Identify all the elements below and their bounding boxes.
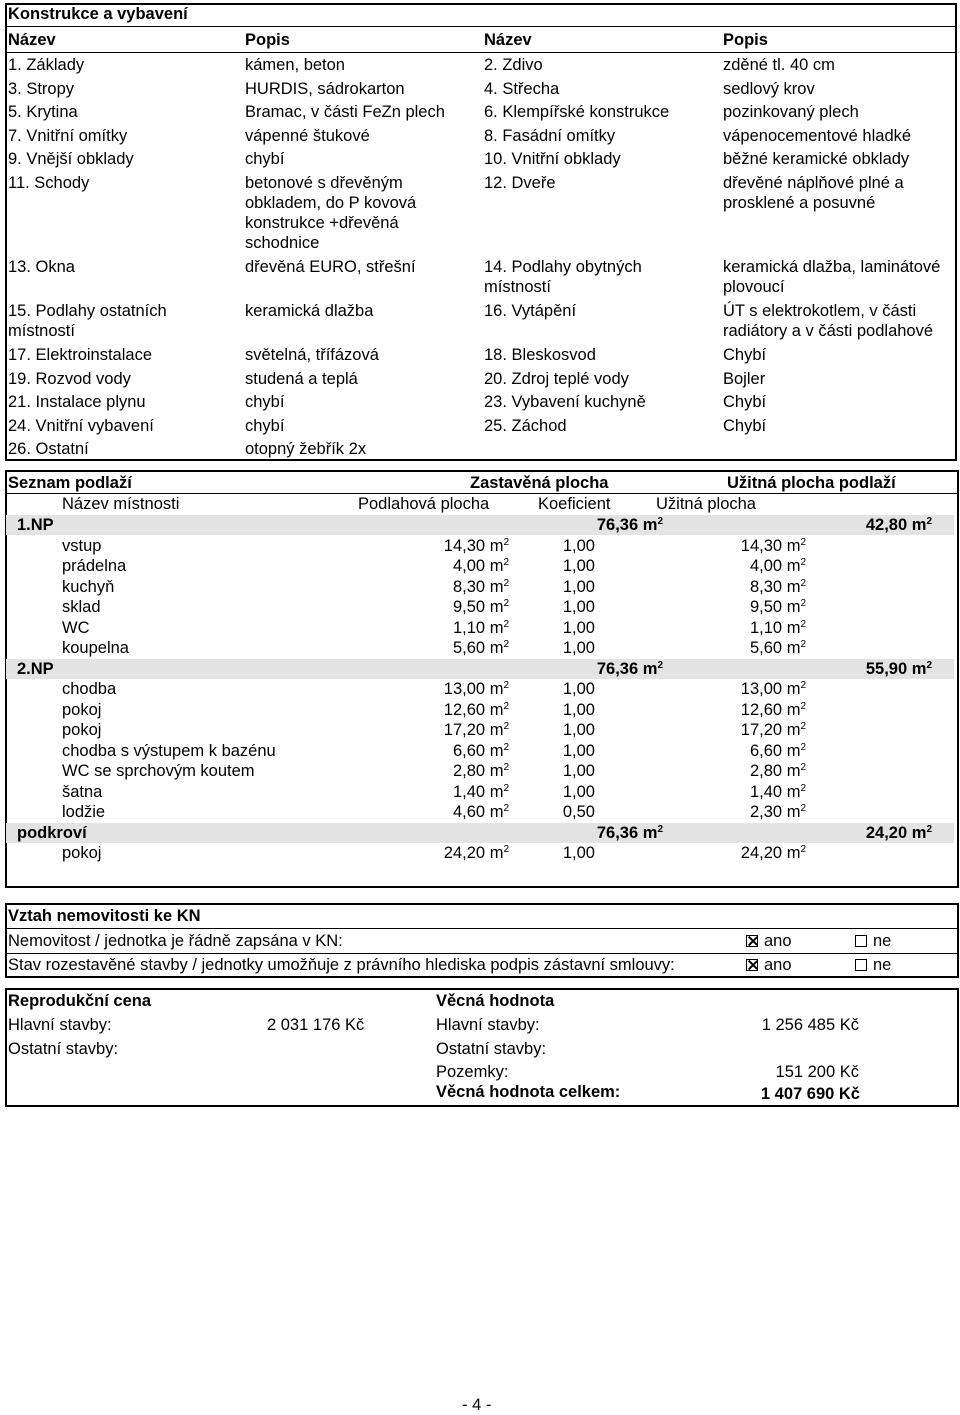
unit-label: m bbox=[786, 803, 801, 821]
unit-label: m bbox=[489, 762, 504, 780]
floors-col-usable: Užitná plocha podlaží bbox=[727, 474, 896, 492]
construction-cell: studená a teplá bbox=[245, 369, 358, 388]
room-name: vstup bbox=[62, 536, 102, 555]
construction-cell: 3. Stropy bbox=[8, 79, 75, 98]
floors-sub-room: Název místnosti bbox=[62, 495, 180, 513]
unit-exponent: 2 bbox=[800, 844, 806, 855]
item-schody-desc-3: konstrukce +dřevěná bbox=[245, 214, 399, 232]
construction-cell: světelná, třífázová bbox=[245, 346, 379, 364]
checked-box-icon[interactable] bbox=[746, 959, 758, 971]
construction-cell: otopný žebřík 2x bbox=[245, 440, 367, 458]
room-coefficient: 1,00 bbox=[562, 700, 595, 719]
kn-registered-yes-label: ano bbox=[764, 932, 792, 950]
pozemky-label: Pozemky: bbox=[436, 1063, 509, 1081]
room-usable-area bbox=[666, 577, 806, 597]
header-name-2: Název bbox=[484, 31, 532, 49]
room-floor-area bbox=[369, 577, 509, 597]
page-number: - 4 - bbox=[462, 1396, 492, 1414]
unit-label: m bbox=[786, 557, 801, 575]
room-usable-area-value: 5,60 bbox=[749, 639, 783, 657]
construction-cell: pozinkovaný plech bbox=[723, 103, 859, 121]
room-coefficient: 1,00 bbox=[562, 782, 595, 801]
room-coefficient: 0,50 bbox=[562, 803, 595, 821]
unit-exponent: 2 bbox=[503, 536, 509, 548]
room-name: chodba s výstupem k bazénu bbox=[62, 741, 276, 760]
construction-cell: Bramac, v části FeZn plech bbox=[245, 103, 445, 121]
construction-cell: 19. Rozvod vody bbox=[8, 369, 131, 388]
unit-label: m bbox=[911, 516, 927, 534]
level-built-area bbox=[523, 823, 663, 843]
unit-exponent: 2 bbox=[800, 639, 806, 650]
construction-cell: 23. Vybavení kuchyně bbox=[484, 393, 646, 411]
room-usable-area-value: 4,00 bbox=[749, 557, 783, 575]
vecna-hlavni-value: 1 256 485 Kč bbox=[761, 1016, 859, 1034]
unit-label: m bbox=[786, 700, 801, 719]
level-usable-area bbox=[792, 823, 932, 843]
level-built-area-value: 76,36 bbox=[596, 823, 639, 842]
construction-cell: 5. Krytina bbox=[8, 103, 78, 121]
unit-label: m bbox=[786, 680, 801, 698]
unit-exponent: 2 bbox=[800, 618, 806, 630]
header-name-1: Název bbox=[8, 31, 56, 49]
room-name: pokoj bbox=[62, 700, 102, 719]
kn-title: Vztah nemovitosti ke KN bbox=[8, 907, 201, 925]
floors-sub-coef: Koeficient bbox=[538, 495, 611, 513]
repro-hlavni-value: 2 031 176 Kč bbox=[267, 1016, 365, 1034]
room-floor-area bbox=[369, 700, 509, 720]
unit-exponent: 2 bbox=[800, 782, 806, 794]
room-usable-area-value: 2,80 bbox=[749, 762, 783, 780]
unit-label: m bbox=[786, 618, 801, 637]
pozemky-value: 151 200 Kč bbox=[775, 1063, 859, 1081]
room-usable-area-value: 17,20 bbox=[740, 721, 783, 739]
repro-hlavni-label: Hlavní stavby: bbox=[8, 1016, 112, 1034]
kn-construction-no[interactable] bbox=[855, 955, 891, 975]
unit-exponent: 2 bbox=[503, 721, 509, 732]
unit-exponent: 2 bbox=[503, 680, 509, 691]
unit-label: m bbox=[911, 823, 927, 842]
room-usable-area bbox=[666, 761, 806, 781]
room-floor-area bbox=[369, 556, 509, 576]
room-floor-area-value: 6,60 bbox=[452, 741, 486, 760]
room-usable-area bbox=[666, 700, 806, 720]
construction-cell: chybí bbox=[245, 416, 285, 435]
item-schody-desc-4: schodnice bbox=[245, 234, 320, 252]
vecna-hlavni-label: Hlavní stavby: bbox=[436, 1016, 540, 1034]
room-floor-area-value: 24,20 bbox=[443, 844, 486, 862]
repro-ostatni-label: Ostatní stavby: bbox=[8, 1040, 119, 1058]
unit-label: m bbox=[489, 782, 504, 801]
room-coefficient: 1,00 bbox=[562, 557, 595, 575]
item-okna-desc: dřevěná EURO, střešní bbox=[245, 258, 416, 276]
room-usable-area-value: 13,00 bbox=[740, 680, 783, 698]
unit-exponent: 2 bbox=[657, 659, 663, 671]
room-usable-area bbox=[666, 618, 806, 638]
unit-exponent: 2 bbox=[503, 557, 509, 568]
unit-exponent: 2 bbox=[503, 598, 509, 609]
room-floor-area bbox=[369, 782, 509, 802]
checked-box-icon[interactable] bbox=[746, 935, 758, 947]
unit-exponent: 2 bbox=[503, 577, 509, 589]
item-podlahy-obytnych-desc-1: keramická dlažba, laminátové bbox=[723, 258, 941, 276]
room-usable-area-value: 6,60 bbox=[749, 741, 783, 760]
unit-label: m bbox=[642, 516, 658, 534]
unit-exponent: 2 bbox=[800, 680, 806, 691]
room-coefficient: 1,00 bbox=[562, 762, 595, 780]
unit-label: m bbox=[489, 618, 504, 637]
construction-cell: chybí bbox=[245, 150, 285, 168]
room-name: koupelna bbox=[62, 639, 129, 657]
construction-cell: 20. Zdroj teplé vody bbox=[484, 369, 629, 388]
level-built-area bbox=[523, 515, 663, 535]
total-value: 1 407 690 Kč bbox=[760, 1085, 860, 1103]
room-name: šatna bbox=[62, 782, 103, 801]
construction-cell: vápenné štukové bbox=[245, 126, 370, 145]
unit-exponent: 2 bbox=[926, 516, 932, 527]
construction-cell: 25. Záchod bbox=[484, 416, 567, 435]
header-desc-1: Popis bbox=[245, 31, 290, 49]
room-floor-area-value: 17,20 bbox=[443, 721, 486, 739]
unit-label: m bbox=[489, 721, 504, 739]
construction-cell: 24. Vnitřní vybavení bbox=[8, 416, 154, 435]
unit-exponent: 2 bbox=[800, 762, 806, 773]
unit-label: m bbox=[489, 639, 504, 657]
item-vytapeni-desc-2: radiátory a v části podlahové bbox=[723, 322, 934, 340]
vecna-ostatni-label: Ostatní stavby: bbox=[436, 1040, 547, 1058]
unit-label: m bbox=[786, 598, 801, 616]
room-usable-area-value: 9,50 bbox=[749, 598, 783, 616]
room-name: pokoj bbox=[62, 721, 102, 739]
construction-cell: 7. Vnitřní omítky bbox=[8, 126, 128, 145]
item-podlahy-ostatnich-name-1: 15. Podlahy ostatních bbox=[8, 302, 167, 320]
level-usable-area-value: 24,20 bbox=[865, 823, 908, 842]
construction-cell: kámen, beton bbox=[245, 56, 345, 74]
room-name: kuchyň bbox=[62, 577, 115, 596]
kn-construction-yes-label: ano bbox=[764, 956, 792, 974]
unit-label: m bbox=[489, 598, 504, 616]
item-podlahy-ostatnich-name-2: místností bbox=[8, 322, 75, 340]
room-floor-area bbox=[369, 679, 509, 699]
unit-exponent: 2 bbox=[503, 762, 509, 773]
room-floor-area bbox=[369, 761, 509, 781]
unit-exponent: 2 bbox=[800, 557, 806, 568]
item-schody-name: 11. Schody bbox=[8, 174, 90, 192]
room-coefficient: 1,00 bbox=[562, 680, 595, 698]
construction-cell: 1. Základy bbox=[8, 56, 85, 74]
room-usable-area bbox=[666, 536, 806, 556]
room-coefficient: 1,00 bbox=[562, 721, 595, 739]
room-usable-area bbox=[666, 802, 806, 822]
kn-construction-yes[interactable] bbox=[746, 955, 792, 975]
room-floor-area-value: 2,80 bbox=[452, 762, 486, 780]
room-floor-area bbox=[369, 802, 509, 822]
construction-cell: Chybí bbox=[723, 346, 767, 364]
level-name: podkroví bbox=[17, 823, 87, 842]
construction-cell: Bojler bbox=[723, 369, 766, 388]
room-floor-area bbox=[369, 720, 509, 740]
unit-label: m bbox=[786, 844, 801, 862]
unit-exponent: 2 bbox=[926, 823, 932, 835]
unit-exponent: 2 bbox=[800, 598, 806, 609]
unit-label: m bbox=[489, 536, 504, 555]
construction-cell: vápenocementové hladké bbox=[723, 126, 912, 145]
room-floor-area-value: 13,00 bbox=[443, 680, 486, 698]
unit-exponent: 2 bbox=[800, 803, 806, 814]
room-usable-area-value: 12,60 bbox=[740, 700, 783, 719]
construction-cell: 17. Elektroinstalace bbox=[8, 346, 152, 364]
unit-exponent: 2 bbox=[503, 844, 509, 855]
level-built-area-value: 76,36 bbox=[596, 516, 639, 534]
unit-label: m bbox=[489, 680, 504, 698]
item-schody-desc-2: obkladem, do P kovová bbox=[245, 194, 417, 212]
unit-label: m bbox=[642, 659, 658, 678]
unit-exponent: 2 bbox=[800, 741, 806, 753]
construction-cell: 8. Fasádní omítky bbox=[484, 126, 616, 145]
unit-label: m bbox=[489, 844, 504, 862]
unit-label: m bbox=[786, 536, 801, 555]
kn-registered-yes[interactable] bbox=[746, 931, 792, 951]
construction-header-divider bbox=[5, 52, 957, 53]
room-coefficient: 1,00 bbox=[562, 741, 595, 760]
room-usable-area-value: 8,30 bbox=[749, 577, 783, 596]
unit-exponent: 2 bbox=[657, 823, 663, 835]
level-built-area-value: 76,36 bbox=[596, 659, 639, 678]
room-name: chodba bbox=[62, 680, 117, 698]
construction-cell: 21. Instalace plynu bbox=[8, 393, 146, 411]
construction-cell: 26. Ostatní bbox=[8, 440, 89, 458]
room-coefficient: 1,00 bbox=[562, 639, 595, 657]
item-vytapeni-name: 16. Vytápění bbox=[484, 302, 577, 320]
empty-box-icon[interactable] bbox=[855, 959, 867, 971]
unit-exponent: 2 bbox=[503, 803, 509, 814]
item-schody-desc-1: betonové s dřevěným bbox=[245, 174, 403, 192]
empty-box-icon[interactable] bbox=[855, 935, 867, 947]
room-floor-area bbox=[369, 597, 509, 617]
room-name: prádelna bbox=[62, 557, 127, 575]
room-name: lodžie bbox=[62, 803, 106, 821]
room-usable-area bbox=[666, 556, 806, 576]
unit-exponent: 2 bbox=[503, 618, 509, 630]
unit-label: m bbox=[786, 782, 801, 801]
kn-row-divider bbox=[5, 953, 959, 954]
room-coefficient: 1,00 bbox=[562, 536, 595, 555]
unit-exponent: 2 bbox=[657, 516, 663, 527]
room-usable-area-value: 24,20 bbox=[740, 844, 783, 862]
vecna-title: Věcná hodnota bbox=[436, 992, 555, 1010]
construction-cell: 18. Bleskosvod bbox=[484, 346, 596, 364]
room-coefficient: 1,00 bbox=[562, 598, 595, 616]
room-floor-area bbox=[369, 741, 509, 761]
unit-exponent: 2 bbox=[800, 721, 806, 732]
room-floor-area-value: 4,60 bbox=[452, 803, 486, 821]
unit-label: m bbox=[489, 803, 504, 821]
construction-title-divider bbox=[5, 26, 957, 27]
room-usable-area bbox=[666, 782, 806, 802]
room-name: WC se sprchovým koutem bbox=[62, 762, 255, 780]
floors-sub-usable: Užitná plocha bbox=[656, 495, 756, 513]
header-desc-2: Popis bbox=[723, 31, 768, 49]
item-podlahy-obytnych-desc-2: plovoucí bbox=[723, 278, 785, 296]
total-label: Věcná hodnota celkem: bbox=[436, 1083, 621, 1101]
room-coefficient: 1,00 bbox=[562, 618, 595, 637]
room-usable-area-value: 1,40 bbox=[749, 782, 783, 801]
room-floor-area bbox=[369, 843, 509, 863]
unit-exponent: 2 bbox=[800, 700, 806, 712]
level-usable-area bbox=[792, 515, 932, 535]
room-floor-area-value: 1,10 bbox=[452, 618, 486, 637]
room-floor-area-value: 1,40 bbox=[452, 782, 486, 801]
unit-exponent: 2 bbox=[503, 700, 509, 712]
construction-cell: Chybí bbox=[723, 416, 767, 435]
item-podlahy-obytnych-name-1: 14. Podlahy obytných bbox=[484, 258, 642, 276]
room-usable-area bbox=[666, 597, 806, 617]
construction-cell: Chybí bbox=[723, 393, 767, 411]
kn-row-construction: Stav rozestavěné stavby / jednotky umožňuje z právního hlediska podpis zástavní smlouvy: bbox=[8, 956, 675, 974]
item-podlahy-obytnych-name-2: místností bbox=[484, 278, 551, 296]
room-name: sklad bbox=[62, 598, 101, 616]
room-name: pokoj bbox=[62, 844, 102, 862]
room-usable-area bbox=[666, 679, 806, 699]
kn-construction-no-label: ne bbox=[873, 956, 892, 974]
unit-exponent: 2 bbox=[503, 782, 509, 794]
level-name: 2.NP bbox=[17, 659, 54, 678]
room-usable-area-value: 1,10 bbox=[749, 618, 783, 637]
unit-exponent: 2 bbox=[926, 659, 932, 671]
kn-title-divider bbox=[5, 928, 959, 929]
room-usable-area-value: 2,30 bbox=[749, 803, 783, 821]
level-usable-area-value: 55,90 bbox=[865, 659, 908, 678]
room-floor-area-value: 8,30 bbox=[452, 577, 486, 596]
room-usable-area bbox=[666, 843, 806, 863]
construction-cell: běžné keramické obklady bbox=[723, 150, 910, 168]
item-okna-name: 13. Okna bbox=[8, 258, 75, 276]
floors-title: Seznam podlaží bbox=[8, 474, 132, 492]
room-floor-area-value: 12,60 bbox=[443, 700, 486, 719]
construction-cell: 10. Vnitřní obklady bbox=[484, 150, 621, 168]
room-usable-area bbox=[666, 741, 806, 761]
item-dvere-desc-2: prosklené a posuvné bbox=[723, 194, 876, 212]
unit-label: m bbox=[786, 721, 801, 739]
unit-label: m bbox=[489, 700, 504, 719]
room-name: WC bbox=[62, 618, 90, 637]
unit-label: m bbox=[911, 659, 927, 678]
kn-row-registered: Nemovitost / jednotka je řádně zapsána v KN: bbox=[8, 932, 343, 950]
unit-exponent: 2 bbox=[503, 741, 509, 753]
room-floor-area-value: 5,60 bbox=[452, 639, 486, 657]
level-usable-area bbox=[792, 659, 932, 679]
level-name: 1.NP bbox=[17, 516, 54, 534]
room-floor-area bbox=[369, 638, 509, 658]
room-floor-area-value: 9,50 bbox=[452, 598, 486, 616]
room-usable-area bbox=[666, 638, 806, 658]
unit-label: m bbox=[489, 557, 504, 575]
level-built-area bbox=[523, 659, 663, 679]
unit-label: m bbox=[786, 639, 801, 657]
unit-exponent: 2 bbox=[800, 536, 806, 548]
unit-label: m bbox=[489, 741, 504, 760]
construction-cell: sedlový krov bbox=[723, 79, 815, 98]
item-vytapeni-desc-1: ÚT s elektrokotlem, v části bbox=[723, 302, 917, 320]
kn-registered-no-label: ne bbox=[873, 932, 892, 950]
construction-cell: chybí bbox=[245, 393, 285, 411]
unit-label: m bbox=[786, 762, 801, 780]
floors-sub-area: Podlahová plocha bbox=[358, 495, 490, 513]
room-floor-area-value: 14,30 bbox=[443, 536, 486, 555]
construction-cell: 4. Střecha bbox=[484, 79, 560, 98]
item-dvere-name: 12. Dveře bbox=[484, 174, 556, 192]
level-usable-area-value: 42,80 bbox=[865, 516, 908, 534]
room-usable-area-value: 14,30 bbox=[740, 536, 783, 555]
room-floor-area bbox=[369, 618, 509, 638]
kn-registered-no[interactable] bbox=[855, 931, 891, 951]
room-coefficient: 1,00 bbox=[562, 577, 595, 596]
construction-cell: 6. Klempířské konstrukce bbox=[484, 103, 670, 121]
item-podlahy-ostatnich-desc: keramická dlažba bbox=[245, 302, 374, 320]
construction-cell: zděné tl. 40 cm bbox=[723, 56, 835, 74]
construction-title: Konstrukce a vybavení bbox=[8, 5, 188, 23]
room-floor-area bbox=[369, 536, 509, 556]
room-usable-area bbox=[666, 720, 806, 740]
unit-label: m bbox=[489, 577, 504, 596]
unit-exponent: 2 bbox=[800, 577, 806, 589]
room-coefficient: 1,00 bbox=[562, 844, 595, 862]
floors-col-built: Zastavěná plocha bbox=[470, 474, 609, 492]
repro-title: Reprodukční cena bbox=[8, 992, 152, 1010]
construction-cell: 2. Zdivo bbox=[484, 56, 543, 74]
unit-label: m bbox=[786, 577, 801, 596]
unit-label: m bbox=[786, 741, 801, 760]
construction-cell: HURDIS, sádrokarton bbox=[245, 79, 405, 98]
item-dvere-desc-1: dřevěné náplňové plné a bbox=[723, 174, 904, 192]
construction-cell: 9. Vnější obklady bbox=[8, 150, 134, 168]
unit-exponent: 2 bbox=[503, 639, 509, 650]
room-floor-area-value: 4,00 bbox=[452, 557, 486, 575]
unit-label: m bbox=[642, 823, 658, 842]
